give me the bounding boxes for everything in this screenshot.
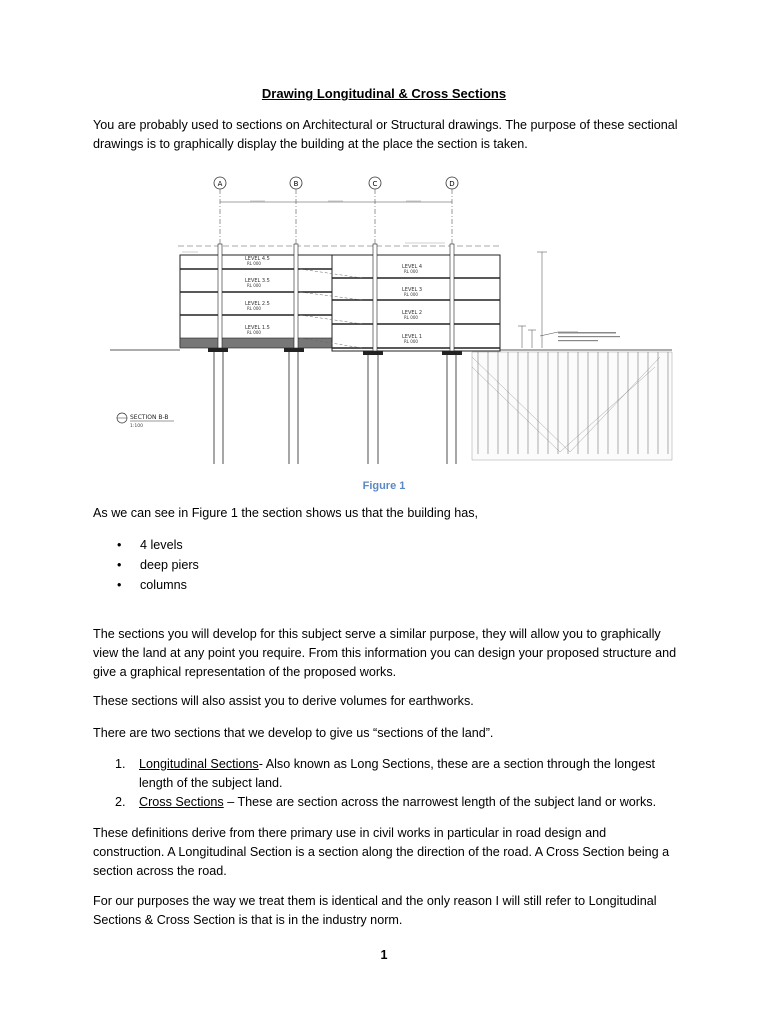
level-label: LEVEL 4.5: [245, 256, 270, 262]
volumes-paragraph: These sections will also assist you to derive volumes for earthworks.: [93, 694, 474, 708]
figure-caption: Figure 1: [362, 480, 406, 492]
grid-label-a: A: [217, 180, 223, 188]
grid-label-c: C: [372, 180, 378, 188]
term-cross-sections: Cross Sections: [139, 795, 224, 809]
level-label: LEVEL 2.5: [245, 301, 270, 307]
intro-paragraph: You are probably used to sections on Architectural or Structural drawings. The purpose of these sectional drawings is to graphically display the building at the place the section is taken.: [93, 118, 678, 151]
grid-line-d: [446, 177, 458, 244]
develop-paragraph: The sections you will develop for this subject serve a similar purpose, they will allow you to graphically view the land at any point you require. From this information you can design your proposed structure and give a graphical representation of the proposed works.: [93, 627, 677, 679]
definitions-paragraph: These definitions derive from there primary use in civil works in particular in road design and construction. A Longitudinal Section is a section along the direction of the road. A Cross Section being a section across the road.: [93, 826, 670, 878]
excavation-zone: [472, 352, 672, 460]
level-label: LEVEL 3: [402, 287, 423, 293]
two-sections-paragraph: There are two sections that we develop to give us “sections of the land”.: [93, 726, 494, 740]
bullet-icon: •: [117, 558, 122, 572]
bullet-icon: •: [117, 578, 122, 592]
deep-piers: [214, 350, 456, 464]
level-label: LEVEL 1.5: [245, 325, 270, 331]
list-item: 1. Longitudinal Sections- Also known as Long Sections, these are a section through the longest length of the subject land.: [115, 757, 655, 790]
svg-text:RL 000: RL 000: [247, 283, 261, 288]
document-title: Drawing Longitudinal & Cross Sections: [261, 86, 507, 101]
svg-text:RL 000: RL 000: [404, 269, 418, 274]
section-scale: 1:100: [130, 424, 143, 429]
list-item: 2. Cross Sections – These are section across the narrowest length of the subject land or works.: [115, 795, 657, 809]
svg-text:RL 000: RL 000: [404, 292, 418, 297]
section-label: SECTION B-B: [130, 414, 169, 421]
svg-text:RL 000: RL 000: [404, 315, 418, 320]
section-drawing-figure: [100, 172, 680, 472]
svg-text:RL 000: RL 000: [404, 339, 418, 344]
list-item: • columns: [93, 575, 493, 595]
height-dimensions: [518, 252, 578, 348]
purposes-paragraph: For our purposes the way we treat them is identical and the only reason I will still refer to Longitudinal Sections & Cross Section is that is in the industry norm.: [93, 894, 657, 927]
observation-paragraph: As we can see in Figure 1 the section shows us that the building has,: [93, 506, 479, 520]
level-label: LEVEL 2: [402, 310, 423, 316]
svg-text:RL 000: RL 000: [247, 261, 261, 266]
right-level-labels: [402, 264, 422, 344]
term-longitudinal-sections: Longitudinal Sections: [139, 757, 259, 771]
section-marker: [117, 413, 174, 429]
right-annotation-text: [558, 332, 620, 341]
list-item: • 4 levels: [93, 535, 493, 555]
basement-slab-hatch: [180, 338, 332, 348]
left-level-labels: [245, 256, 270, 335]
level-label: LEVEL 1: [402, 334, 423, 340]
grid-line-b: [290, 177, 302, 244]
grid-label-d: D: [449, 180, 455, 188]
grid-line-a: [214, 177, 226, 244]
bullet-icon: •: [117, 538, 122, 552]
page-number: 1: [380, 948, 388, 962]
svg-text:RL 000: RL 000: [247, 306, 261, 311]
ramp-lines: [300, 269, 362, 348]
list-item: • deep piers: [93, 555, 493, 575]
level-label: LEVEL 4: [402, 264, 423, 270]
section-types-list: [93, 755, 678, 812]
level-label: LEVEL 3.5: [245, 278, 270, 284]
svg-text:RL 000: RL 000: [247, 330, 261, 335]
feature-list: [93, 535, 493, 595]
grid-label-b: B: [293, 180, 299, 188]
grid-line-c: [369, 177, 381, 244]
